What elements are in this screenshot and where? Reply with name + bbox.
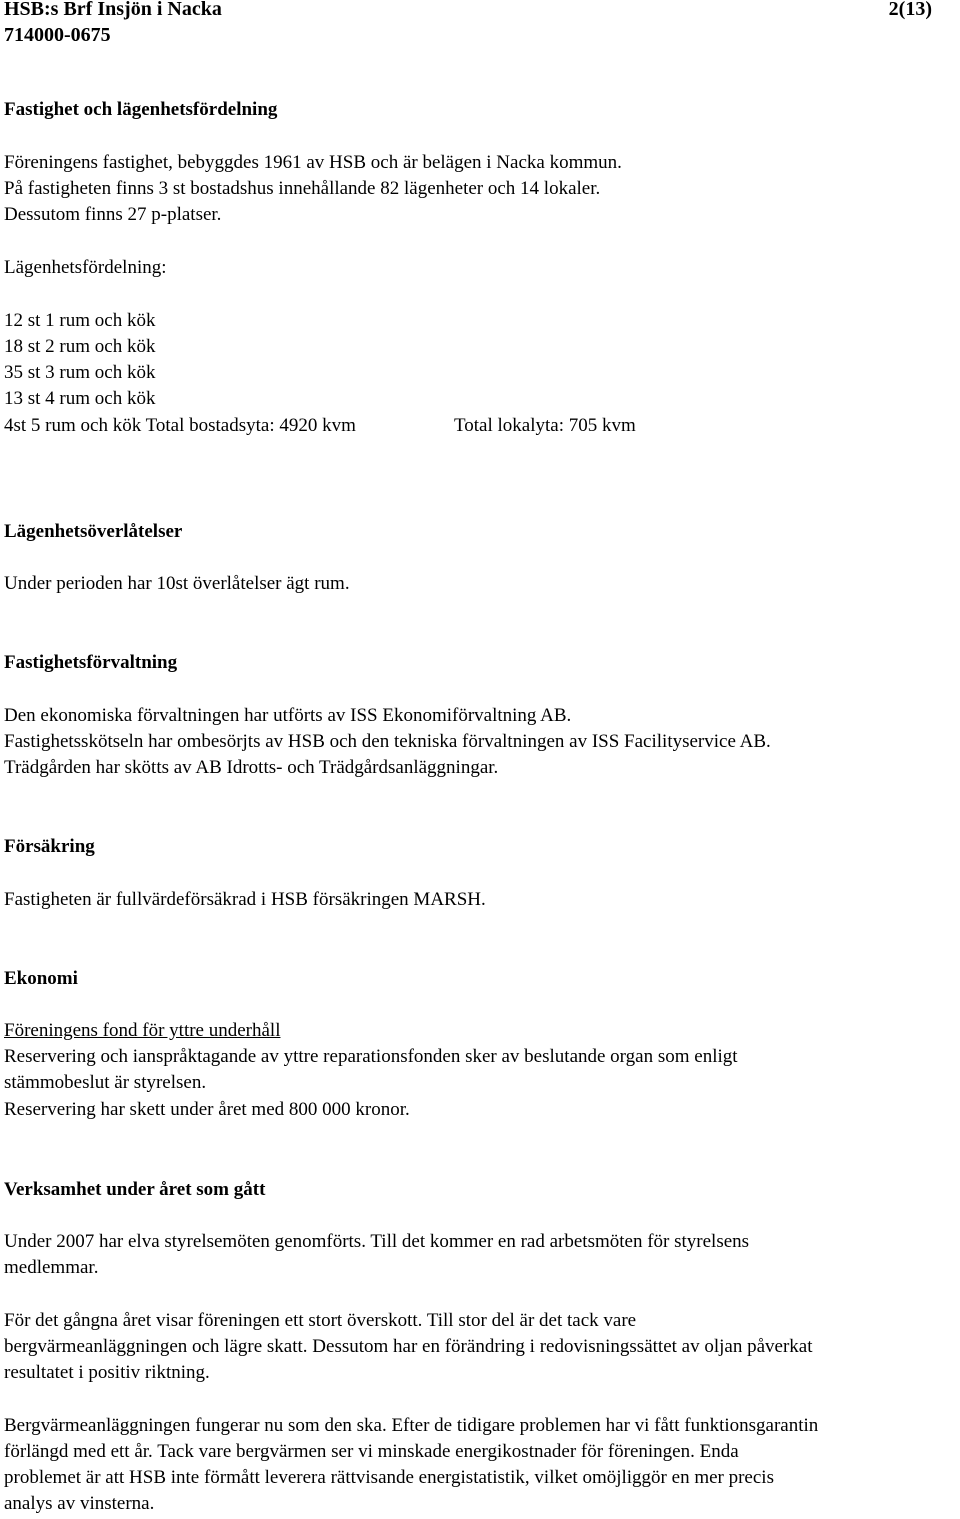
paragraph-line: Under 2007 har elva styrelsemöten genomförts. Till det kommer en rad arbetsmöten för styrelsens	[4, 1231, 750, 1252]
paragraph-line: medlemmar.	[4, 1257, 99, 1278]
document-title: HSB:s Brf Insjön i Nacka	[4, 0, 222, 20]
heading-forvaltning: Fastighetsförvaltning	[4, 652, 178, 673]
paragraph-line: resultatet i positiv riktning.	[4, 1362, 210, 1383]
paragraph-line: Fastigheten är fullvärdeförsäkrad i HSB försäkringen MARSH.	[4, 889, 486, 910]
apartment-row: 18 st 2 rum och kök	[4, 336, 156, 357]
heading-fastighet: Fastighet och lägenhetsfördelning	[4, 99, 278, 120]
paragraph-line: Dessutom finns 27 p-platser.	[4, 204, 222, 225]
paragraph-line: Reservering har skett under året med 800 000 kronor.	[4, 1099, 410, 1120]
paragraph-line: Den ekonomiska förvaltningen har utförts av ISS Ekonomiförvaltning AB.	[4, 705, 572, 726]
page-number: 2(13)	[888, 0, 932, 20]
paragraph-line: På fastigheten finns 3 st bostadshus innehållande 82 lägenheter och 14 lokaler.	[4, 178, 601, 199]
heading-verksamhet: Verksamhet under året som gått	[4, 1179, 266, 1200]
paragraph-line: Fastighetsskötseln har ombesörjts av HSB och den tekniska förvaltningen av ISS Facilityservice AB.	[4, 731, 771, 752]
org-number: 714000-0675	[4, 24, 111, 46]
apartment-row: 4st 5 rum och kök Total bostadsyta: 4920 kvm	[4, 415, 356, 436]
subheading-fond: Föreningens fond för yttre underhåll	[4, 1020, 281, 1041]
paragraph-line: problemet är att HSB inte förmått leverera rättvisande energistatistik, vilket omöjliggör en mer precis	[4, 1467, 774, 1488]
paragraph-line: Bergvärmeanläggningen fungerar nu som den ska. Efter de tidigare problemen har vi fått funktionsgarantin	[4, 1415, 819, 1436]
paragraph-line: Trädgården har skötts av AB Idrotts- och Trädgårdsanläggningar.	[4, 757, 499, 778]
paragraph-line: förlängd med ett år. Tack vare bergvärmen ser vi minskade energikostnader för föreningen. Enda	[4, 1441, 739, 1462]
paragraph-line: stämmobeslut är styrelsen.	[4, 1072, 207, 1093]
total-lokalyta: Total lokalyta: 705 kvm	[454, 415, 636, 436]
apartment-row: 12 st 1 rum och kök	[4, 310, 156, 331]
label-lagenhetsfordelning: Lägenhetsfördelning:	[4, 257, 167, 278]
heading-ekonomi: Ekonomi	[4, 968, 78, 989]
heading-forsakring: Försäkring	[4, 836, 95, 857]
paragraph-line: Reservering och ianspråktagande av yttre reparationsfonden sker av beslutande organ som enligt	[4, 1046, 738, 1067]
paragraph-line: Under perioden har 10st överlåtelser ägt rum.	[4, 573, 350, 594]
paragraph-line: Föreningens fastighet, bebyggdes 1961 av HSB och är belägen i Nacka kommun.	[4, 152, 622, 173]
paragraph-line: analys av vinsterna.	[4, 1493, 155, 1514]
apartment-row: 13 st 4 rum och kök	[4, 388, 156, 409]
paragraph-line: För det gångna året visar föreningen ett stort överskott. Till stor del är det tack vare	[4, 1310, 637, 1331]
apartment-row: 35 st 3 rum och kök	[4, 362, 156, 383]
paragraph-line: bergvärmeanläggningen och lägre skatt. Dessutom har en förändring i redovisningssättet av oljan påverkat	[4, 1336, 813, 1357]
heading-overlatelser: Lägenhetsöverlåtelser	[4, 521, 183, 542]
